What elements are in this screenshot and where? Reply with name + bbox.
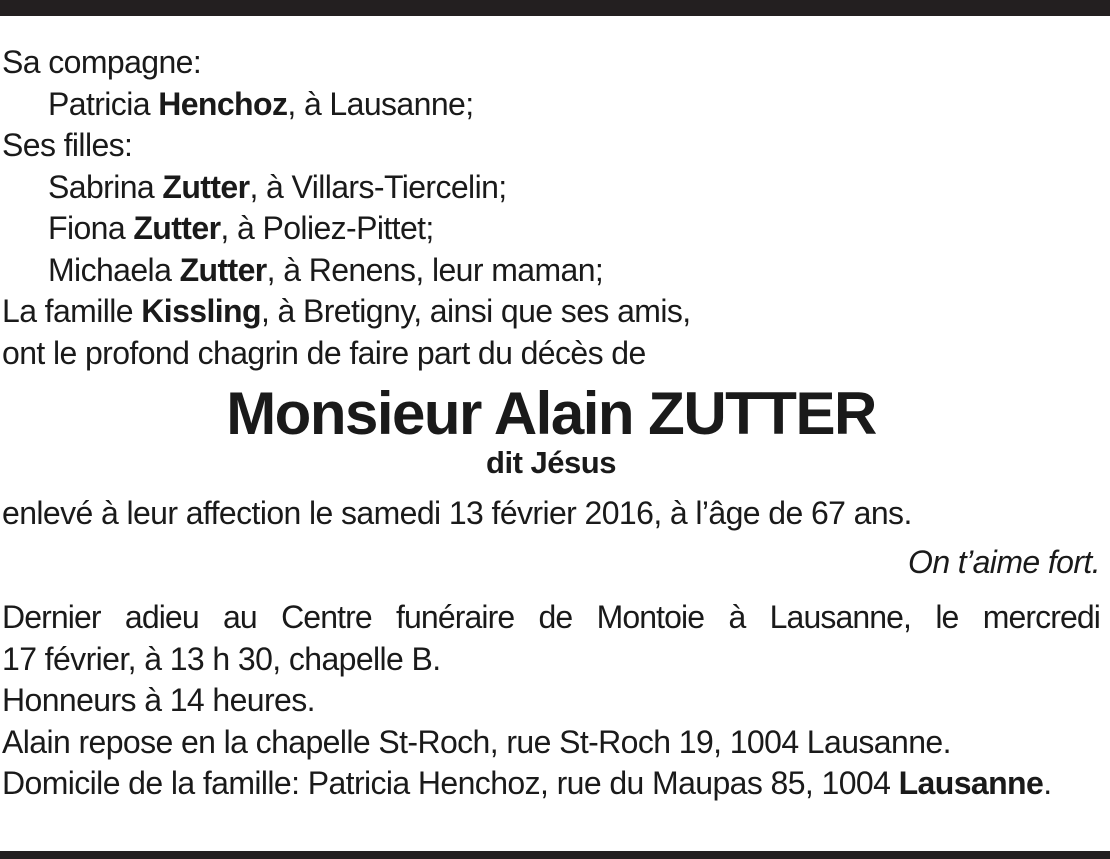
domicile-line <box>2 763 1100 805</box>
daughter-entry <box>2 167 1100 209</box>
top-border-rule <box>0 0 1110 16</box>
daughter-last-name: Zutter <box>133 210 221 246</box>
domicile-suffix: . <box>1043 765 1052 801</box>
daughter-first-name: Fiona <box>48 210 126 246</box>
daughter-location: , à Villars-Tiercelin; <box>249 168 507 205</box>
daughter-first-name: Sabrina <box>48 168 155 205</box>
deceased-name: Monsieur Alain ZUTTER <box>226 380 876 447</box>
companion-entry <box>2 84 1100 126</box>
daughter-last-name: Zutter <box>162 168 250 205</box>
family-location: , à Bretigny, ainsi que ses amis, <box>260 293 691 329</box>
ceremony-line: 17 février, à 13 h 30, chapelle B. <box>2 640 441 677</box>
daughter-entry <box>2 208 1100 250</box>
companion-heading: Sa compagne: <box>2 44 202 80</box>
honours-line: Honneurs à 14 heures. <box>2 682 315 718</box>
daughter-first-name: Michaela <box>48 251 172 288</box>
obituary-notice <box>2 42 1100 805</box>
family-prefix: La famille <box>2 293 133 329</box>
companion-last-name: Henchoz <box>158 85 288 122</box>
daughter-location: , à Poliez-Pittet; <box>220 210 434 246</box>
family-motto: On t’aime fort. <box>908 543 1100 580</box>
daughter-entry <box>2 250 1100 292</box>
bottom-border-rule <box>0 851 1110 859</box>
ceremony-paragraph <box>2 597 1100 805</box>
daughter-last-name: Zutter <box>179 251 267 288</box>
deceased-nickname: dit Jésus <box>486 445 616 480</box>
domicile-text: Domicile de la famille: Patricia Henchoz, rue du Maupas 85, 1004 <box>2 765 899 801</box>
domicile-city: Lausanne <box>898 765 1044 801</box>
daughter-location: , à Renens, leur maman; <box>266 251 604 288</box>
ceremony-line: Dernier adieu au Centre funéraire de Montoie à Lausanne, le mercredi <box>2 599 1100 635</box>
companion-location: , à Lausanne; <box>287 85 474 122</box>
death-details: enlevé à leur affection le samedi 13 février 2016, à l’âge de 67 ans. <box>2 495 912 531</box>
daughters-heading: Ses filles: <box>2 127 133 163</box>
companion-first-name: Patricia <box>48 85 150 122</box>
repose-line: Alain repose en la chapelle St-Roch, rue St-Roch 19, 1004 Lausanne. <box>2 723 951 760</box>
family-entry <box>2 291 1100 333</box>
family-name: Kissling <box>141 293 261 329</box>
announcement-text: ont le profond chagrin de faire part du décès de <box>2 334 646 371</box>
